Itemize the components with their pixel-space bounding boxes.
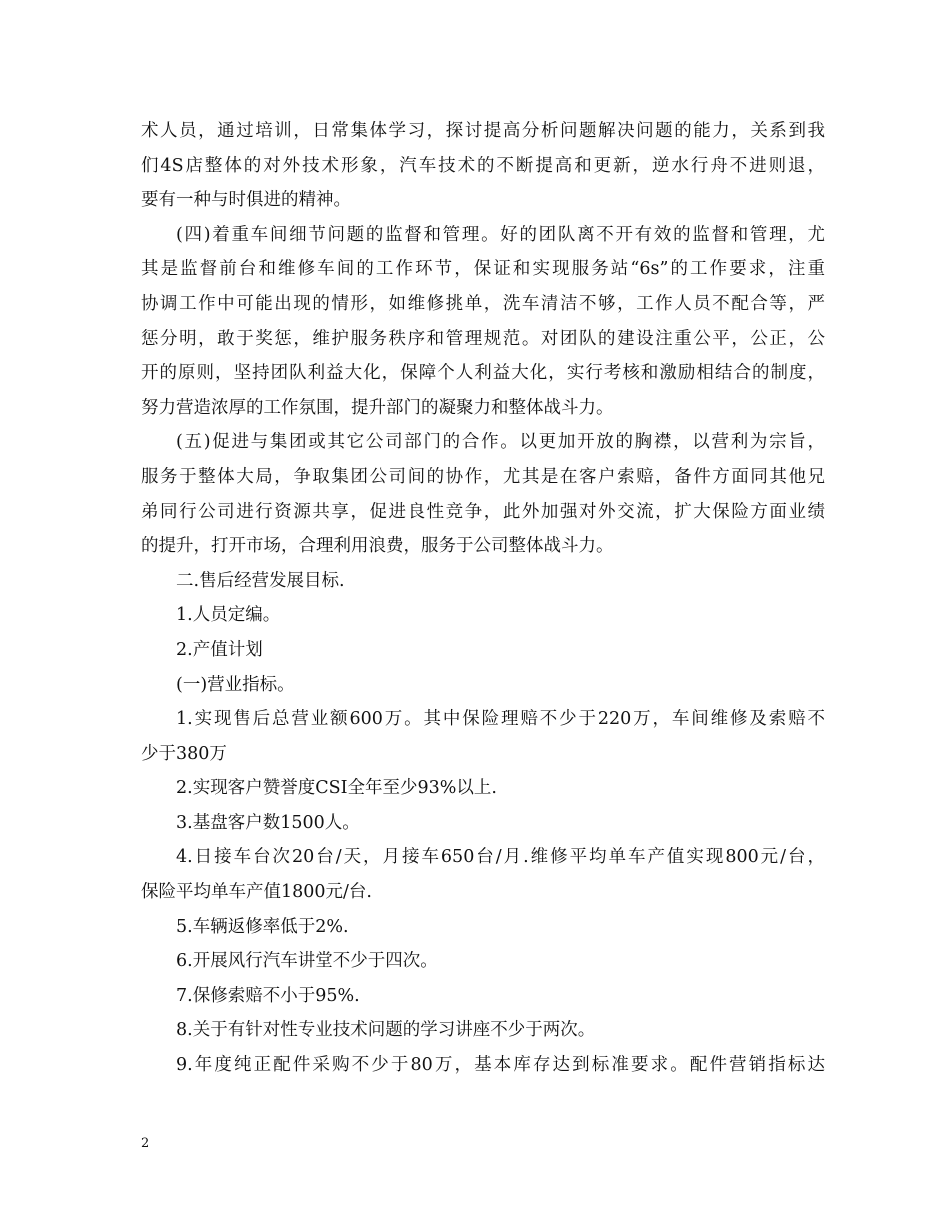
text-line: 协调工作中可能出现的情形，如维修挑单，洗车清洁不够，工作人员不配合等，严 [141,293,825,314]
text-line: 6.开展风行汽车讲堂不少于四次。 [176,951,438,972]
text-line: 少于380万 [141,743,227,764]
paragraph [141,598,825,633]
paragraph [141,840,825,909]
text-line: 努力营造浓厚的工作氛围，提升部门的凝聚力和整体战斗力。 [141,397,614,418]
text-line: 开的原则，坚持团队利益大化，保障个人利益大化，实行考核和激励相结合的制度， [141,363,825,384]
paragraph [141,1013,825,1048]
text-line: (五)促进与集团或其它公司部门的合作。以更加开放的胸襟，以营利为宗旨， [176,432,825,453]
text-line: 1.实现售后总营业额600万。其中保险理赔不少于220万，车间维修及索赔不 [176,709,825,730]
paragraph [141,425,825,563]
paragraph [141,910,825,945]
document-body [141,114,825,1083]
text-line: 7.保修索赔不小于95%. [176,985,360,1006]
paragraph [141,979,825,1014]
text-line: 惩分明，敢于奖惩，维护服务秩序和管理规范。对团队的建设注重公平，公正，公 [141,328,825,349]
paragraph [141,806,825,841]
page-number: 2 [141,1136,150,1151]
paragraph [141,668,825,703]
text-line: 术人员，通过培训，日常集体学习，探讨提高分析问题解决问题的能力，关系到我 [141,121,825,141]
paragraph [141,944,825,979]
paragraph [141,218,825,426]
text-line: 们4S店整体的对外技术形象，汽车技术的不断提高和更新，逆水行舟不进则退， [141,155,825,176]
text-line: 2.实现客户赞誉度CSI全年至少93%以上. [176,778,497,799]
text-line: (一)营业指标。 [176,674,295,695]
text-line: 的提升，打开市场，合理利用浪费，服务于公司整体战斗力。 [141,536,614,557]
text-line: 要有一种与时俱进的精神。 [141,190,351,211]
text-line: 3.基盘客户数1500人。 [176,812,360,833]
text-line: 服务于整体大局，争取集团公司间的协作，尤其是在客户索赔，备件方面同其他兄 [141,466,825,487]
paragraph [141,633,825,668]
paragraph [141,702,825,771]
text-line: 二.售后经营发展目标. [176,570,345,591]
text-line: 弟同行公司进行资源共享，促进良性竞争，此外加强对外交流，扩大保险方面业绩 [141,501,825,522]
text-line: 5.车辆返修率低于2%. [176,916,349,937]
text-line: 4.日接车台次20台/天，月接车650台/月.维修平均单车产值实现800元/台， [176,847,825,868]
text-line: 保险平均单车产值1800元/台. [141,882,372,903]
text-line: 其是监督前台和维修车间的工作环节，保证和实现服务站“6s”的工作要求，注重 [141,259,825,280]
text-line: 1.人员定编。 [176,605,281,626]
paragraph [141,564,825,599]
text-line: (四)着重车间细节问题的监督和管理。好的团队离不开有效的监督和管理，尤 [176,224,825,245]
paragraph [141,771,825,806]
text-line: 8.关于有针对性专业技术问题的学习讲座不少于两次。 [176,1020,596,1041]
paragraph [141,114,825,218]
text-line: 2.产值计划 [176,639,263,660]
text-line: 9.年度纯正配件采购不少于80万，基本库存达到标准要求。配件营销指标达 [176,1055,825,1076]
paragraph [141,1048,825,1083]
